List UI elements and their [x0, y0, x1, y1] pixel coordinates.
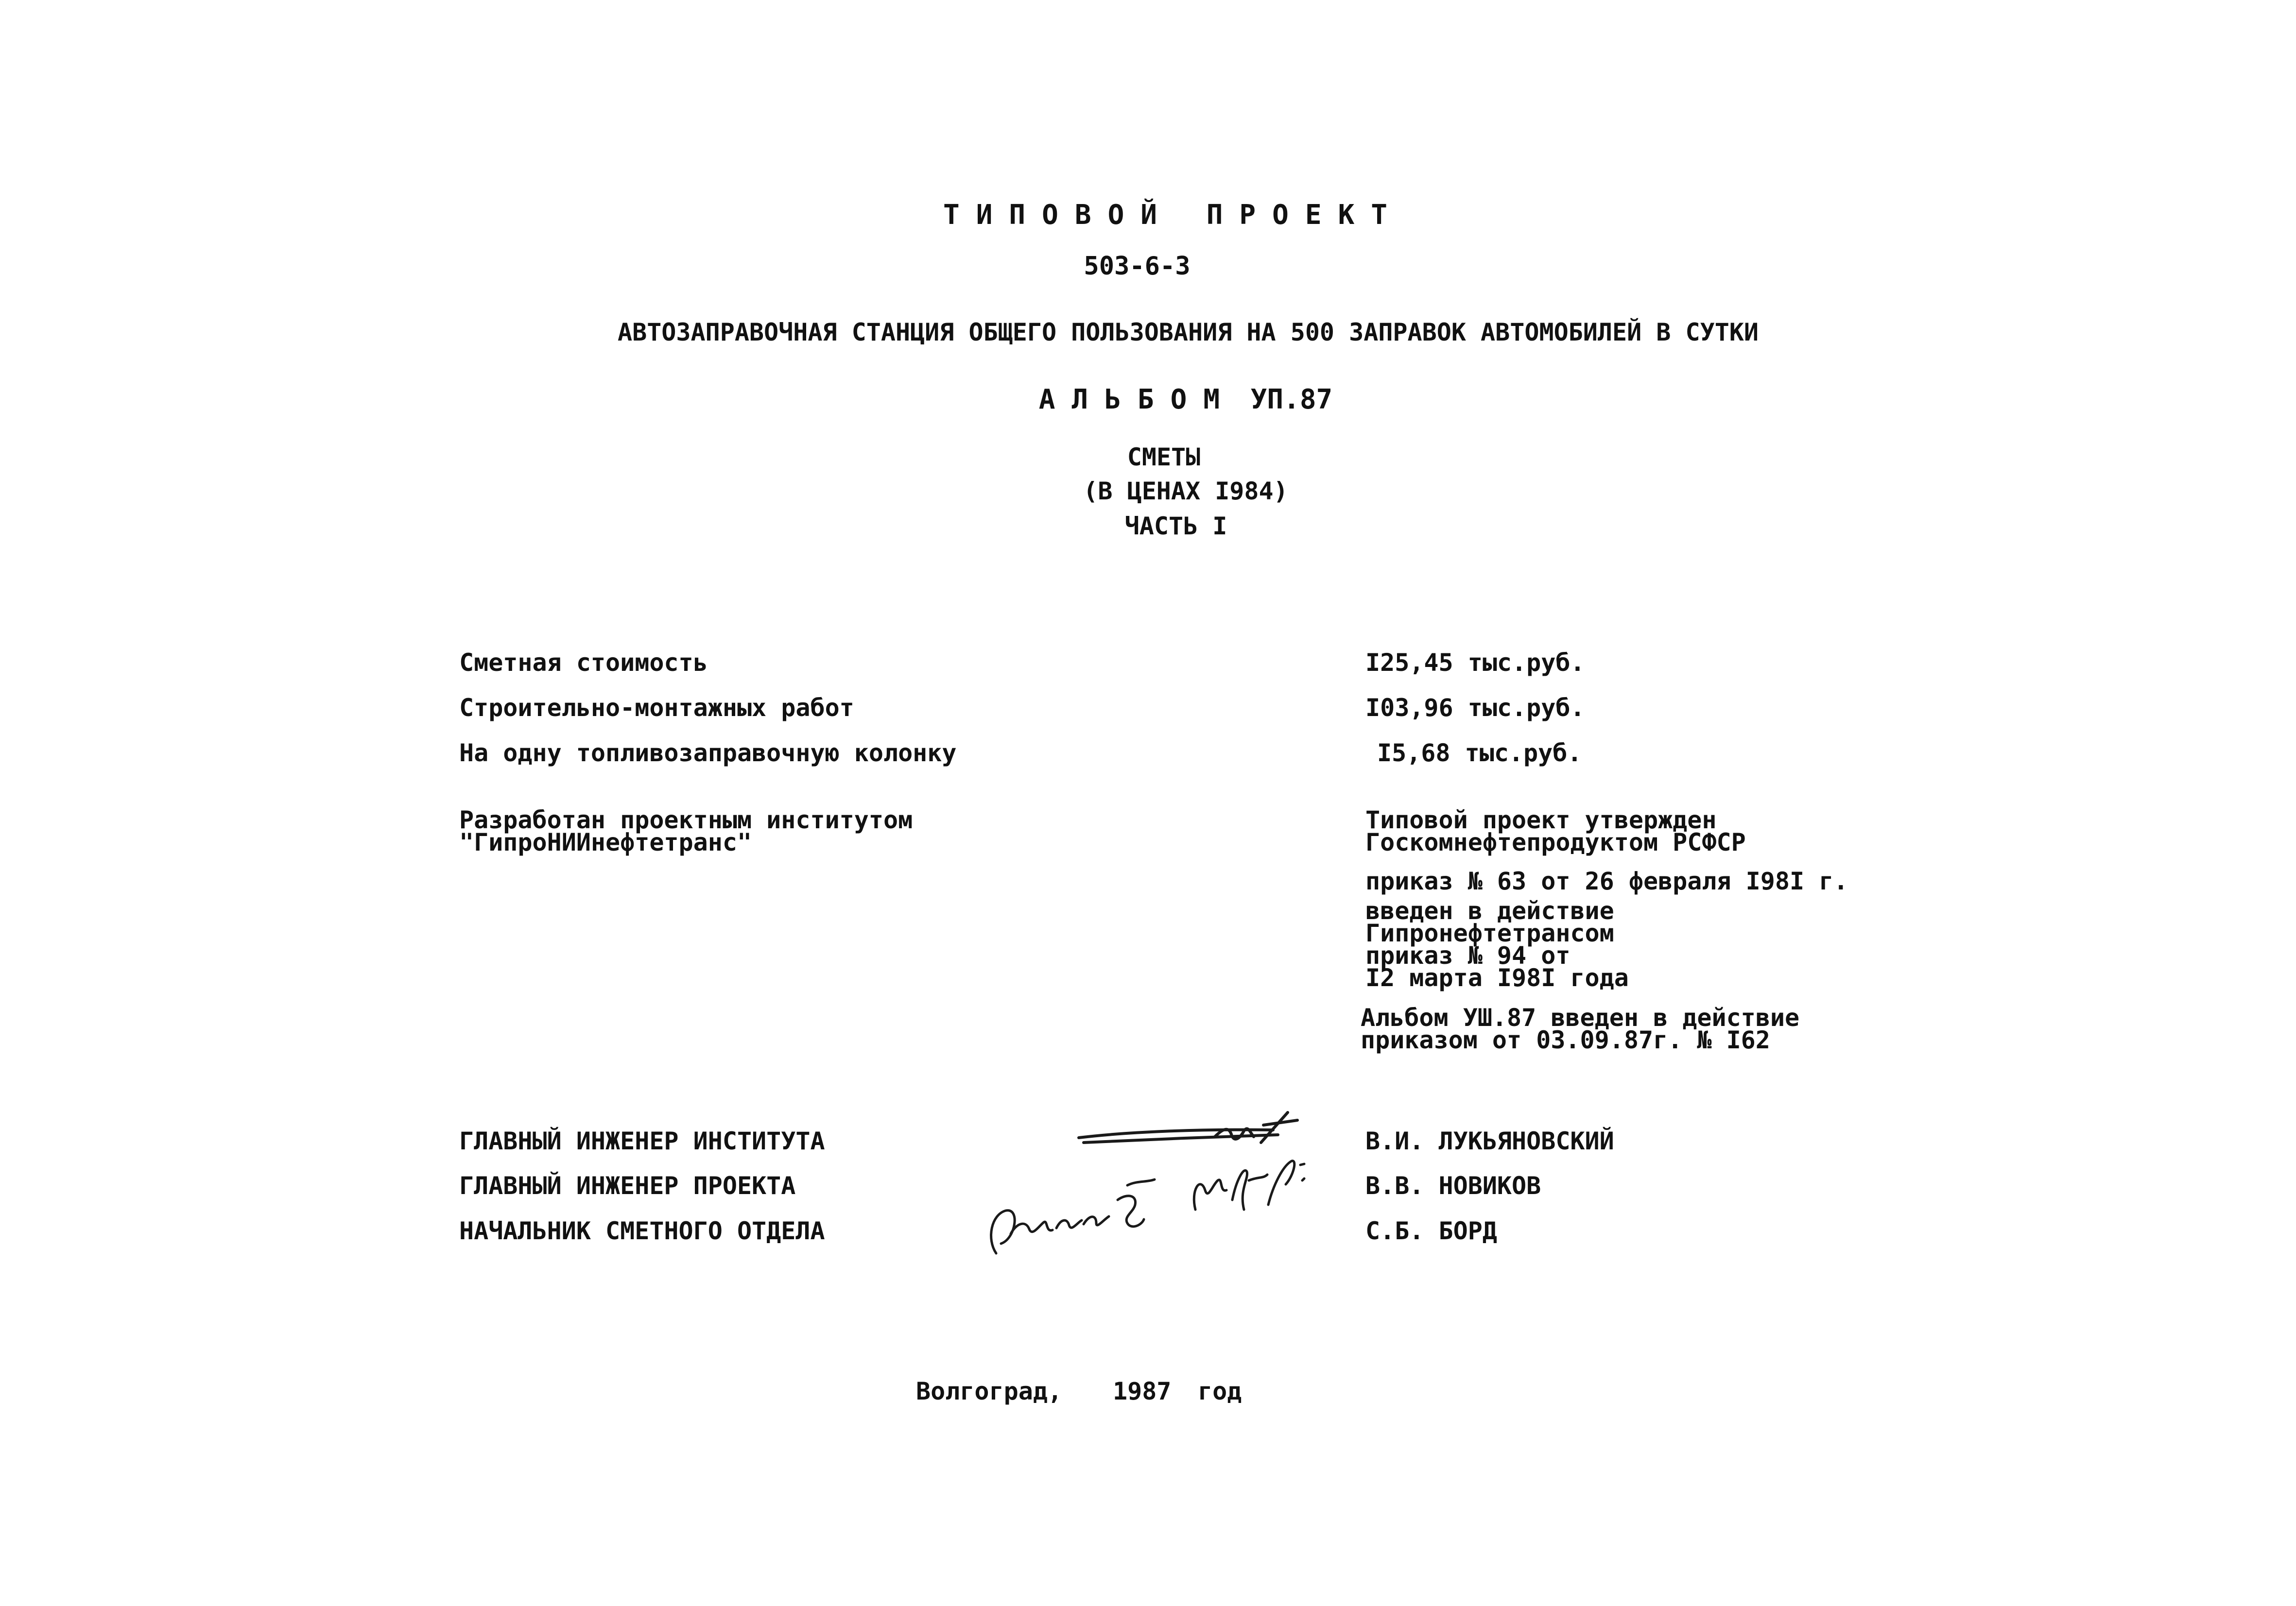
price-base: (В ЦЕНАХ I984): [1083, 477, 1288, 505]
approval-line-4: введен в действие: [1365, 897, 1614, 925]
developer-line-2: "ГипроНИИнефтетранс": [459, 828, 752, 856]
project-type-heading: ТИПОВОЙ ПРОЕКТ: [943, 199, 1404, 231]
approval-line-3: приказ № 63 от 26 февраля I98I г.: [1365, 867, 1848, 895]
signatory-position-1: ГЛАВНЫЙ ИНЖЕНЕР ИНСТИТУТА: [459, 1127, 825, 1155]
approval-block-2: [1365, 897, 1629, 992]
doc-type: СМЕТЫ: [1127, 443, 1201, 471]
document-title: АВТОЗАПРАВОЧНАЯ СТАНЦИЯ ОБЩЕГО ПОЛЬЗОВАНИЯ НА 500 ЗАПРАВОК АВТОМОБИЛЕЙ В СУТКИ: [618, 318, 1759, 346]
cost-value-construction: I03,96 тыс.руб.: [1365, 694, 1585, 722]
developer-block: [459, 806, 913, 856]
cost-label-total: Сметная стоимость: [459, 649, 708, 677]
signature-head-estimates-dept: [982, 1166, 1166, 1263]
footer-year: 1987: [1113, 1377, 1172, 1405]
part-number: ЧАСТЬ I: [1124, 512, 1227, 540]
approval-line-9: приказом от 03.09.87г. № I62: [1361, 1026, 1770, 1054]
approval-line-7: I2 марта I98I года: [1365, 964, 1629, 992]
album-label: АЛЬБОМ: [1038, 384, 1237, 415]
album-number: УП.87: [1250, 384, 1333, 415]
album-line: [1039, 384, 1333, 415]
developer-line-1: Разработан проектным институтом: [459, 806, 913, 834]
footer-city: Волгоград,: [916, 1377, 1063, 1405]
approval-line-8: Альбом УШ.87 введен в действие: [1361, 1004, 1800, 1032]
cost-label-construction: Строительно-монтажных работ: [459, 694, 854, 722]
approval-line-2: Госкомнефтепродуктом РСФСР: [1365, 828, 1746, 856]
signatory-name-3: С.Б. БОРД: [1365, 1217, 1497, 1245]
footer-year-word: год: [1198, 1377, 1242, 1405]
approval-block-3: [1361, 1004, 1800, 1054]
approval-block-1: [1365, 806, 1746, 856]
approval-line-5: Гипронефтетрансом: [1365, 919, 1614, 947]
cost-label-per-pump: На одну топливозаправочную колонку: [459, 739, 957, 767]
signatory-position-3: НАЧАЛЬНИК СМЕТНОГО ОТДЕЛА: [459, 1217, 825, 1245]
approval-line-1: Типовой проект утвержден: [1365, 806, 1717, 834]
signatory-position-2: ГЛАВНЫЙ ИНЖЕНЕР ПРОЕКТА: [459, 1172, 796, 1200]
signatory-name-2: В.В. НОВИКОВ: [1365, 1172, 1541, 1200]
cost-value-total: I25,45 тыс.руб.: [1365, 649, 1585, 677]
signatory-name-1: В.И. ЛУКЬЯНОВСКИЙ: [1365, 1127, 1614, 1155]
cost-value-per-pump: I5,68 тыс.руб.: [1377, 739, 1582, 767]
approval-line-6: приказ № 94 от: [1365, 941, 1571, 970]
project-number: 503-6-3: [1084, 252, 1191, 281]
signature-chief-engineer-project: [1186, 1146, 1331, 1234]
